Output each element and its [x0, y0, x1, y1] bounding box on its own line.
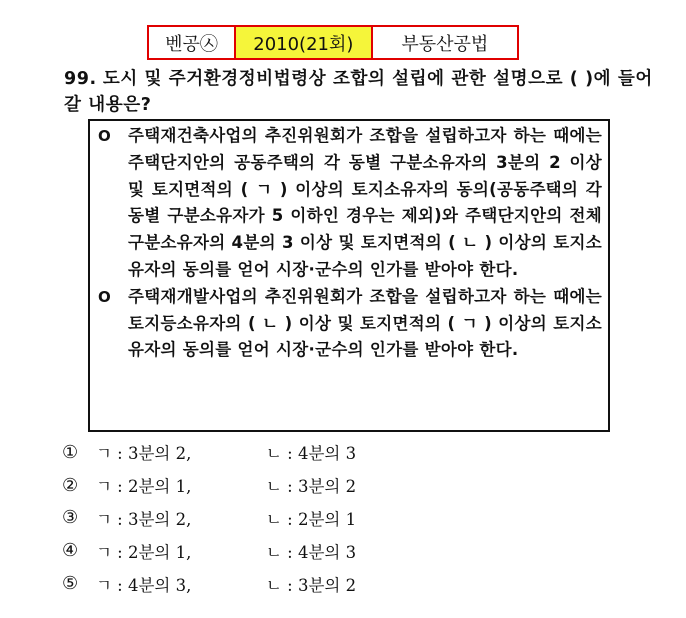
exam-header: [147, 25, 519, 60]
passage-item: [98, 123, 602, 284]
option-number: ②: [62, 474, 79, 496]
option-value-a: ㄱ : 3분의 2,: [96, 444, 192, 464]
bullet-icon: O: [98, 287, 112, 306]
option-value-a: ㄱ : 4분의 3,: [96, 575, 192, 595]
option-value-b: ㄴ : 2분의 1: [266, 509, 357, 529]
question-text: 도시 및 주거환경정비법령상 조합의 설립에 관한 설명으로 ( )에 들어갈 내용은?: [64, 69, 653, 115]
option-value-b: ㄴ : 4분의 3: [266, 542, 357, 562]
header-year-label: 2010(21회): [236, 27, 371, 58]
bullet-icon: O: [98, 127, 112, 145]
option-value-a: ㄱ : 3분의 2,: [96, 509, 192, 529]
option-number: ③: [62, 507, 79, 529]
option-value-a: ㄱ : 2분의 1,: [96, 477, 192, 497]
answer-option-1[interactable]: [62, 436, 406, 469]
header-subject-label: 부동산공법: [401, 33, 489, 55]
option-number: ①: [62, 441, 79, 463]
option-number: ④: [62, 540, 79, 562]
passage-text: 주택재개발사업의 추진위원회가 조합을 설립하고자 하는 때에는 토지등소유자의 ( ㄴ ) 이상 및 토지면적의 ( ㄱ ) 이상의 토지소유자의 동의를 얻어 시장·군수의 인가를 받아야 한다.: [128, 286, 602, 360]
answer-option-2[interactable]: [62, 469, 406, 502]
option-value-b: ㄴ : 4분의 3: [266, 444, 357, 464]
question-number: 99.: [64, 69, 97, 89]
option-value-b: ㄴ : 3분의 2: [266, 477, 357, 497]
passage-item: [98, 284, 602, 364]
question-stem: [64, 66, 664, 118]
answer-options: [62, 436, 406, 600]
option-value-a: ㄱ : 2분의 1,: [96, 542, 192, 562]
option-value-b: ㄴ : 3분의 2: [266, 575, 357, 595]
passage-text: 주택재건축사업의 추진위원회가 조합을 설립하고자 하는 때에는 주택단지안의 공동주택의 각 동별 구분소유자의 3분의 2 이상 및 토지면적의 ( ㄱ ) 이상의 토지소유자의 동의(공동주택의 각 동별 구분소유자가 5 이하인 경우는 제외)와 주택단지안의 전체 구분소유자의 4분의 3 이상 및 토지면적의 ( ㄴ ) 이상의 토지소유자의 동의를 얻어 시장·군수의 인가를 받아야 한다.: [128, 126, 602, 279]
header-source-label: 벤공㉦: [165, 33, 218, 55]
answer-option-4[interactable]: [62, 534, 406, 567]
passage-box: [88, 119, 610, 432]
answer-option-5[interactable]: [62, 567, 406, 600]
option-number: ⑤: [62, 573, 79, 595]
answer-option-3[interactable]: [62, 502, 406, 535]
